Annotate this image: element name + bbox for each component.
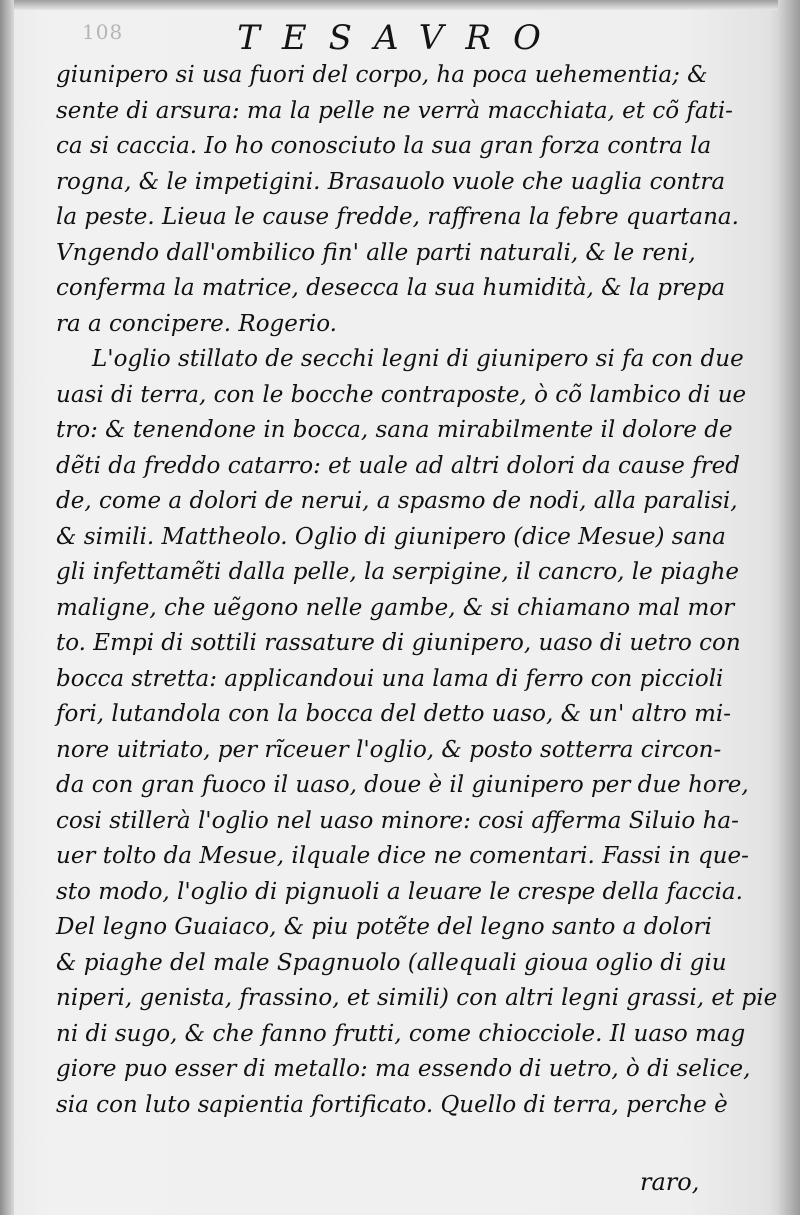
page-number: 108 — [82, 20, 124, 44]
catchword: raro, — [640, 1168, 700, 1196]
page-right-edge — [778, 0, 800, 1215]
text-line: da con gran fuoco il uaso, doue è il giunipero per due hore, — [56, 772, 749, 798]
text-line: Vngendo dall'ombilico fin' alle parti naturali, & le reni, — [56, 239, 696, 266]
text-line: giunipero si usa fuori del corpo, ha poca uehementia; & — [56, 62, 708, 88]
text-line: uasi di terra, con le bocche contraposte, ò cõ lambico di ue — [56, 381, 747, 408]
text-line: & simili. Mattheolo. Oglio di giunipero (dice Mesue) sana — [56, 523, 726, 550]
text-line: sia con luto sapientia fortificato. Quello di terra, perche è — [56, 1091, 728, 1118]
body-text — [56, 58, 778, 1123]
text-line: cosi stillerà l'oglio nel uaso minore: cosi afferma Siluio ha- — [56, 807, 739, 834]
text-line: la peste. Lieua le cause fredde, raffrena la febre quartana. — [56, 204, 739, 230]
text-line: niperi, genista, frassino, et simili) con altri legni grassi, et pie — [56, 985, 778, 1011]
text-line: nore uitriato, per rĩceuer l'oglio, & posto sotterra circon- — [56, 736, 722, 763]
text-line: Del legno Guaiaco, & piu potẽte del legno santo a dolori — [56, 914, 712, 940]
text-line: gli infettamẽti dalla pelle, la serpigine, il cancro, le piaghe — [56, 559, 740, 585]
text-line: & piaghe del male Spagnuolo (allequali gioua oglio di giu — [56, 949, 727, 976]
text-line: conferma la matrice, desecca la sua humidità, & la prepa — [56, 275, 726, 301]
text-line: ra a concipere. Rogerio. — [56, 310, 337, 337]
text-line: de, come a dolori de nerui, a spasmo de nodi, alla paralisi, — [56, 488, 738, 514]
page-gutter-shadow — [0, 0, 14, 1215]
text-line: bocca stretta: applicandoui una lama di ferro con piccioli — [56, 665, 724, 692]
text-line: sto modo, l'oglio di pignuoli a leuare le crespe della faccia. — [56, 878, 743, 905]
text-line: dẽti da freddo catarro: et uale ad altri dolori da cause fred — [56, 452, 741, 479]
page-top-edge — [0, 0, 800, 10]
text-line: rogna, & le impetigini. Brasauolo vuole che uaglia contra — [56, 168, 726, 195]
text-line: ni di sugo, & che fanno frutti, come chiocciole. Il uaso mag — [56, 1020, 746, 1047]
paragraph-first-line: L'oglio stillato de secchi legni di giunipero si fa con due — [92, 346, 744, 372]
running-title: TESAVRO — [237, 18, 563, 58]
text-line: giore puo esser di metallo: ma essendo di uetro, ò di selice, — [56, 1056, 751, 1082]
text-line: fori, lutandola con la bocca del detto uaso, & un' altro mi- — [56, 701, 732, 727]
text-line: tro: & tenendone in bocca, sana mirabilmente il dolore de — [56, 417, 733, 443]
text-line: maligne, che uẽgono nelle gambe, & si chiamano mal mor — [56, 594, 735, 621]
text-line: to. Empi di sottili rassature di giunipero, uaso di uetro con — [56, 630, 741, 656]
text-line: uer tolto da Mesue, ilquale dice ne comentari. Fassi in que- — [56, 843, 749, 869]
text-line: sente di arsura: ma la pelle ne verrà macchiata, et cõ fati- — [56, 97, 733, 124]
text-line: ca si caccia. Io ho conosciuto la sua gran forza contra la — [56, 133, 712, 159]
